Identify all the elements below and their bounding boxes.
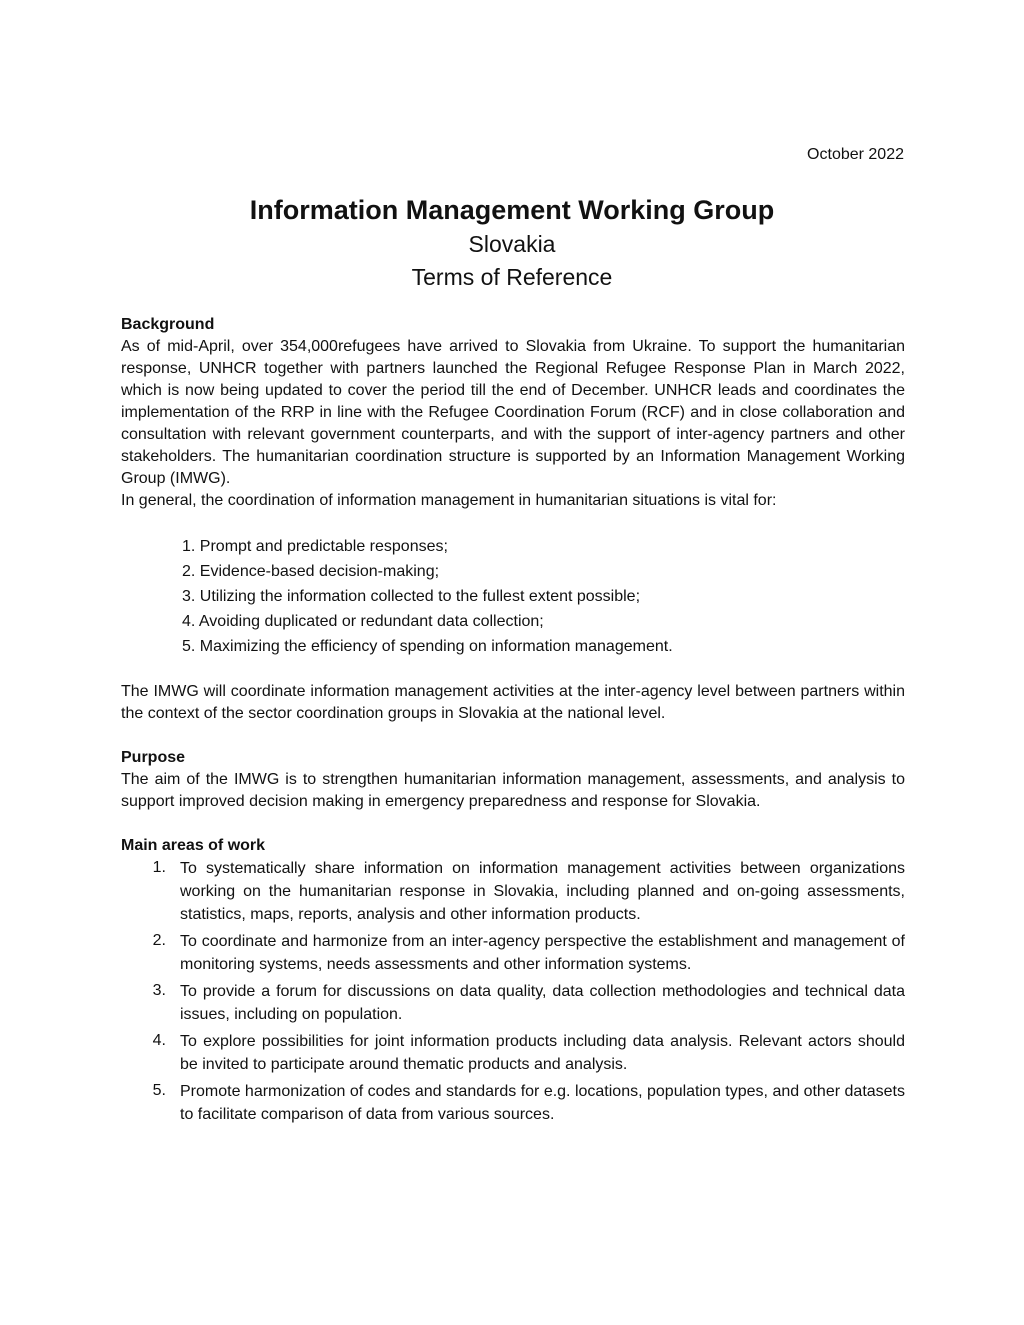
- main-areas-list: [121, 857, 905, 1126]
- background-closing: The IMWG will coordinate information management activities at the inter-agency level between partners within the context of the sector coordination groups in Slovakia at the national level.: [121, 683, 905, 722]
- section-spacer: [121, 813, 905, 835]
- background-paragraph: As of mid-April, over 354,000refugees have arrived to Slovakia from Ukraine. To support the humanitarian response, UNHCR together with partners launched the Regional Refugee Response Plan in March 2022, which is now being updated to cover the period till the end of December. UNHCR leads and coordinates the implementation of the RRP in line with the Refugee Coordination Forum (RCF) and in close collaboration and consultation with relevant government counterparts, and with the support of inter-agency partners and other stakeholders. The humanitarian coordination structure is supported by an Information Management Working Group (IMWG).: [121, 338, 905, 487]
- item-number: 4.: [152, 1032, 166, 1049]
- item-text: To explore possibilities for joint information products including data analysis. Relevant actors should be invited to participate around thematic products and analysis.: [180, 1033, 905, 1073]
- main-areas-item: [121, 930, 905, 976]
- item-text: Promote harmonization of codes and standards for e.g. locations, population types, and other datasets to facilitate comparison of data from various sources.: [180, 1083, 905, 1123]
- main-areas-item: [121, 1080, 905, 1126]
- item-text: To provide a forum for discussions on data quality, data collection methodologies and technical data issues, including on population.: [180, 983, 905, 1023]
- document-title: Information Management Working Group: [249, 195, 775, 225]
- document-header: [0, 192, 1024, 294]
- document-type: Terms of Reference: [411, 264, 613, 290]
- vital-list-item: 3. Utilizing the information collected to the fullest extent possible;: [182, 588, 641, 605]
- item-number: 5.: [152, 1082, 166, 1099]
- vital-list-item: 2. Evidence-based decision-making;: [182, 563, 440, 580]
- vital-intro: In general, the coordination of information management in humanitarian situations is vital for:: [121, 492, 777, 509]
- document-country: Slovakia: [468, 231, 556, 257]
- main-areas-item: [121, 1030, 905, 1076]
- item-text: To coordinate and harmonize from an inter-agency perspective the establishment and management of monitoring systems, needs assessments and other information systems.: [180, 933, 905, 973]
- purpose-paragraph: The aim of the IMWG is to strengthen humanitarian information management, assessments, and analysis to support improved decision making in emergency preparedness and response for Slovakia.: [121, 771, 905, 810]
- vital-list-item: 4. Avoiding duplicated or redundant data collection;: [182, 613, 544, 630]
- purpose-heading: Purpose: [121, 749, 186, 766]
- vital-list-item: 1. Prompt and predictable responses;: [182, 538, 448, 555]
- vital-list: [121, 534, 905, 659]
- main-areas-heading: Main areas of work: [121, 837, 266, 854]
- item-number: 1.: [152, 859, 166, 876]
- item-number: 3.: [152, 982, 166, 999]
- document-date: October 2022: [807, 146, 904, 163]
- item-number: 2.: [152, 932, 166, 949]
- document-body: [121, 314, 905, 1130]
- section-spacer: [121, 725, 905, 747]
- main-areas-item: [121, 857, 905, 926]
- main-areas-item: [121, 980, 905, 1026]
- vital-list-item: 5. Maximizing the efficiency of spending on information management.: [182, 638, 673, 655]
- background-heading: Background: [121, 316, 215, 333]
- item-text: To systematically share information on information management activities between organizations working on the humanitarian response in Slovakia, including planned and on-going assessments, statistics, maps, reports, analysis and other information products.: [180, 860, 905, 923]
